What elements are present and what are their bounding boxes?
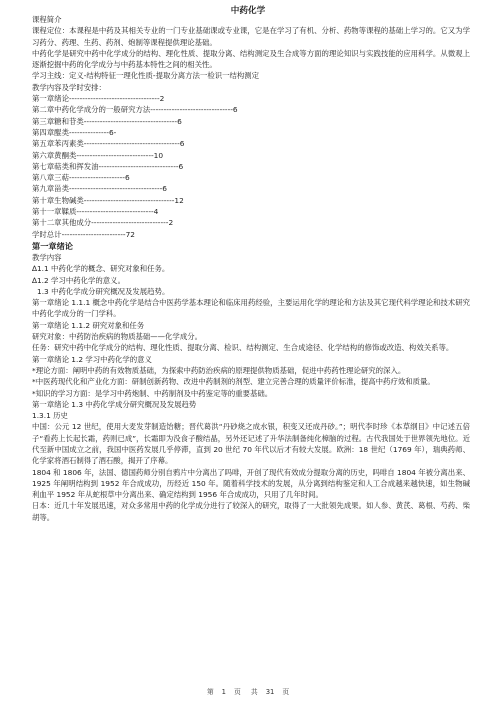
toc-item: 第二章中药化学成分的一般研究方法-------------------------------6	[32, 105, 238, 115]
toc-item: 第四章醌类---------------6-	[32, 127, 117, 137]
toc-item: 第九章甾类-----------------------------------6	[32, 184, 167, 194]
course-description: 中药化学是研究中药中化学成分的结构、理化性质、提取分离、结构测定及生合成等方面的理论知识与实践技能的应用科学。从微观上逐渐挖掘中药的化学成分与中药基本特性之间的相关性。	[32, 48, 470, 70]
significance-item: *中医药现代化和产业化方面：研制创新药物、改进中药制剂的剂型、建立完善合理的质量评价标准，提高中药疗效和质量。	[32, 377, 435, 387]
section-1-1-2-heading: 第一章绪论 1.1.2 研究对象和任务	[32, 320, 145, 330]
toc-item: 第一章绪论----------------------------------2	[32, 94, 165, 104]
history-1804-paragraph: 1804 和 1806 年，法国、德国药师分别自鸦片中分离出了吗啡，开创了现代有效成分提取分离的历史，吗啡自 1804 年被分离出来、1925 年阐明结构到 1952 年合成成功，历经近 150 年。随着科学技术的发展，从分离到结构鉴定和人工合成越来越快速，如生物碱利血平 1952 年从蛇根草中分离出来、确定结构到 1956 年合成成功，只用了几年时间。	[32, 467, 470, 500]
toc-item: 第十二章其他成分-----------------------------2	[32, 218, 174, 228]
arrangement-heading: 教学内容及学时安排：	[32, 82, 106, 92]
toc-item: 第十一章鞣质-----------------------------4	[32, 207, 159, 217]
page-footer	[0, 686, 496, 696]
goal-item: ∆1.1 中药化学的概念、研究对象和任务。	[32, 264, 170, 274]
history-china-paragraph: 中国：公元 12 世纪，使用大麦发芽制造饴糖；晋代葛洪“丹砂烧之成水银，积变又还成丹砂。”；明代李时珍《本草纲目》中记述五倍子“看药上长起长霜，药则已成”，长霜即为没食子酸结晶，另外还记述了升华法制备纯化樟脑的过程。古代我国处于世界领先地位。近代至新中国成立之前，我国中医药发展几乎停滞，直到 20 世纪 70 年代以后才有较大发展。欧洲：18 世纪（1769 年），瑞典药师、化学家将酒石制得了酒石酸，揭开了序幕。	[32, 422, 470, 466]
section-1-3-heading: 第一章绪论 1.3 中药化学成分研究概况及发展趋势	[32, 399, 197, 409]
toc-item: 第五章苯丙素类------------------------------------6	[32, 139, 185, 149]
document-body	[32, 14, 470, 523]
research-task: 任务：研究中药中化学成分的结构、理化性质、提取分离、检识、结构测定、生合成途径、化学结构的修饰或改造、构效关系等。	[32, 343, 454, 353]
section-1-3-1-heading: 1.3.1 历史	[32, 411, 68, 421]
footer-total-pages: 31	[265, 688, 275, 696]
significance-item: *知识的学习方面：是学习中药炮制、中药制剂及中药鉴定等的重要基础。	[32, 388, 273, 398]
footer-prefix: 第	[206, 688, 214, 696]
toc-item: 第三章糖和苷类-----------------------------------6	[32, 116, 182, 126]
toc-item: 第七章萜类和挥发油------------------------------6	[32, 161, 184, 171]
section-1-1-1: 第一章绪论 1.1.1 概念中药化学是结合中医药学基本理论和临床用药经验，主要运用化学的理论和方法及其它现代科学理论和技术研究中药化学成分的一门学科。	[32, 298, 470, 319]
learning-main-line: 学习主线：定义-结构特征一理化性质-提取分离方法一检识一结构测定	[32, 71, 260, 81]
intro-heading: 课程简介	[32, 15, 62, 24]
section-1-2-heading: 第一章绪论 1.2 学习中药化学的意义	[32, 354, 152, 364]
significance-item: *理论方面：阐明中药的有效物质基础，为探索中药防治疾病的原理提供物质基础，促进中药药性理论研究的深入。	[32, 365, 406, 375]
document-title: 中药化学	[230, 6, 266, 16]
history-japan-paragraph: 日本：近几十年发展迅速，对众多常用中药的化学成分进行了较深入的研究，取得了一大批领先成果。如人参、黄芪、葛根、芍药、柴胡等。	[32, 501, 470, 522]
goal-item: ∆1.2 学习中药化学的意义。	[32, 275, 125, 285]
footer-total-prefix: 共	[250, 688, 258, 696]
course-position: 课程定位：本课程是中药及其相关专业的一门专业基础课或专业课，它是在学习了有机、分析、药物等课程的基础上学习的。它又为学习药分、药理、生药、药剂、炮制等课程提供理论基础。	[32, 26, 470, 47]
toc-total: 学时总计------------------------72	[32, 229, 135, 239]
footer-total-suffix: 页	[282, 688, 290, 696]
table-of-contents	[32, 93, 470, 240]
footer-page-number: 1	[221, 688, 226, 696]
research-object: 研究对象：中药防治疾病的物质基础——化学成分。	[32, 332, 202, 342]
footer-page-suffix: 页	[233, 688, 241, 696]
chapter-title: 第一章绪论	[32, 240, 73, 251]
goal-item: 1.3 中药化学成分研究概况及发展趋势。	[37, 286, 170, 296]
toc-item: 第六章黄酮类-----------------------------10	[32, 150, 164, 160]
content-heading: 教学内容	[32, 252, 62, 262]
toc-item: 第十章生物碱类----------------------------------12	[32, 195, 184, 205]
toc-item: 第八章三萜---------------------6	[32, 173, 130, 183]
